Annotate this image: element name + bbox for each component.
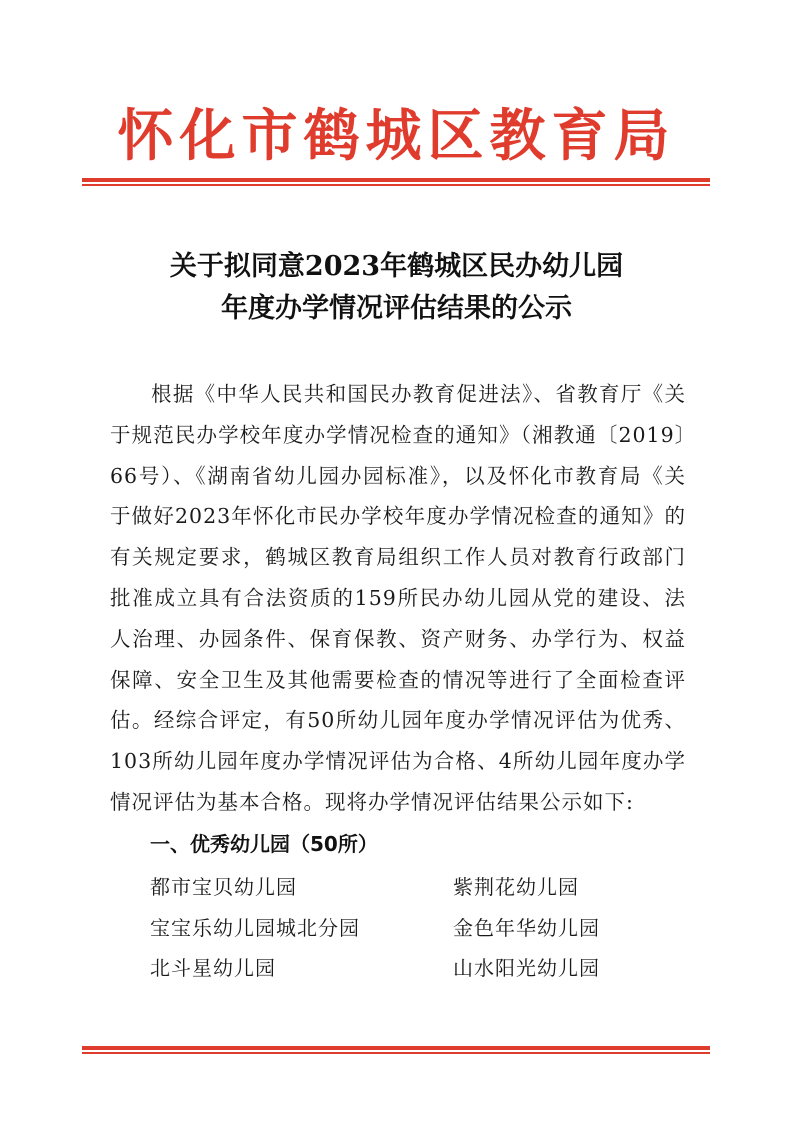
section-heading-excellent: 一、优秀幼儿园（50所）: [150, 832, 378, 856]
notice-title-line-2: 年度办学情况评估结果的公示: [221, 293, 572, 324]
list-item: [150, 953, 670, 994]
notice-title-line-1: 关于拟同意2023年鹤城区民办幼儿园: [169, 251, 624, 282]
list-item: [150, 913, 670, 954]
kindergarten-name: 山水阳光幼儿园: [453, 956, 600, 980]
notice-body-paragraph: 根据《中华人民共和国民办教育促进法》、省教育厅《关于规范民办学校年度办学情况检查的通知》（湘教通〔2019〕66号）、《湖南省幼儿园办园标准》，以及怀化市教育局《关于做好2023年怀化市民办学校年度办学情况检查的通知》的有关规定要求，鹤城区教育局组织工作人员对教育行政部门批准成立具有合法资质的159所民办幼儿园从党的建设、法人治理、办园条件、保育保教、资产财务、办学行为、权益保障、安全卫生及其他需要检查的情况等进行了全面检查评估。经综合评定，有50所幼儿园年度办学情况评估为优秀、103所幼儿园年度办学情况评估为合格、4所幼儿园年度办学情况评估为基本合格。现将办学情况评估结果公示如下:: [110, 382, 686, 814]
footer-red-rule: [82, 1046, 710, 1054]
kindergarten-name: 宝宝乐幼儿园城北分园: [150, 915, 360, 940]
kindergarten-name: 紫荆花幼儿园: [453, 875, 579, 899]
letterhead-red-rule: [82, 178, 710, 186]
kindergarten-name: 金色年华幼儿园: [453, 915, 600, 940]
excellent-kindergarten-list: [150, 872, 670, 994]
kindergarten-name: 北斗星幼儿园: [150, 956, 276, 980]
kindergarten-name: 都市宝贝幼儿园: [150, 875, 297, 899]
letterhead-org-name: 怀化市鹤城区教育局: [117, 103, 676, 169]
list-item: [150, 872, 670, 913]
